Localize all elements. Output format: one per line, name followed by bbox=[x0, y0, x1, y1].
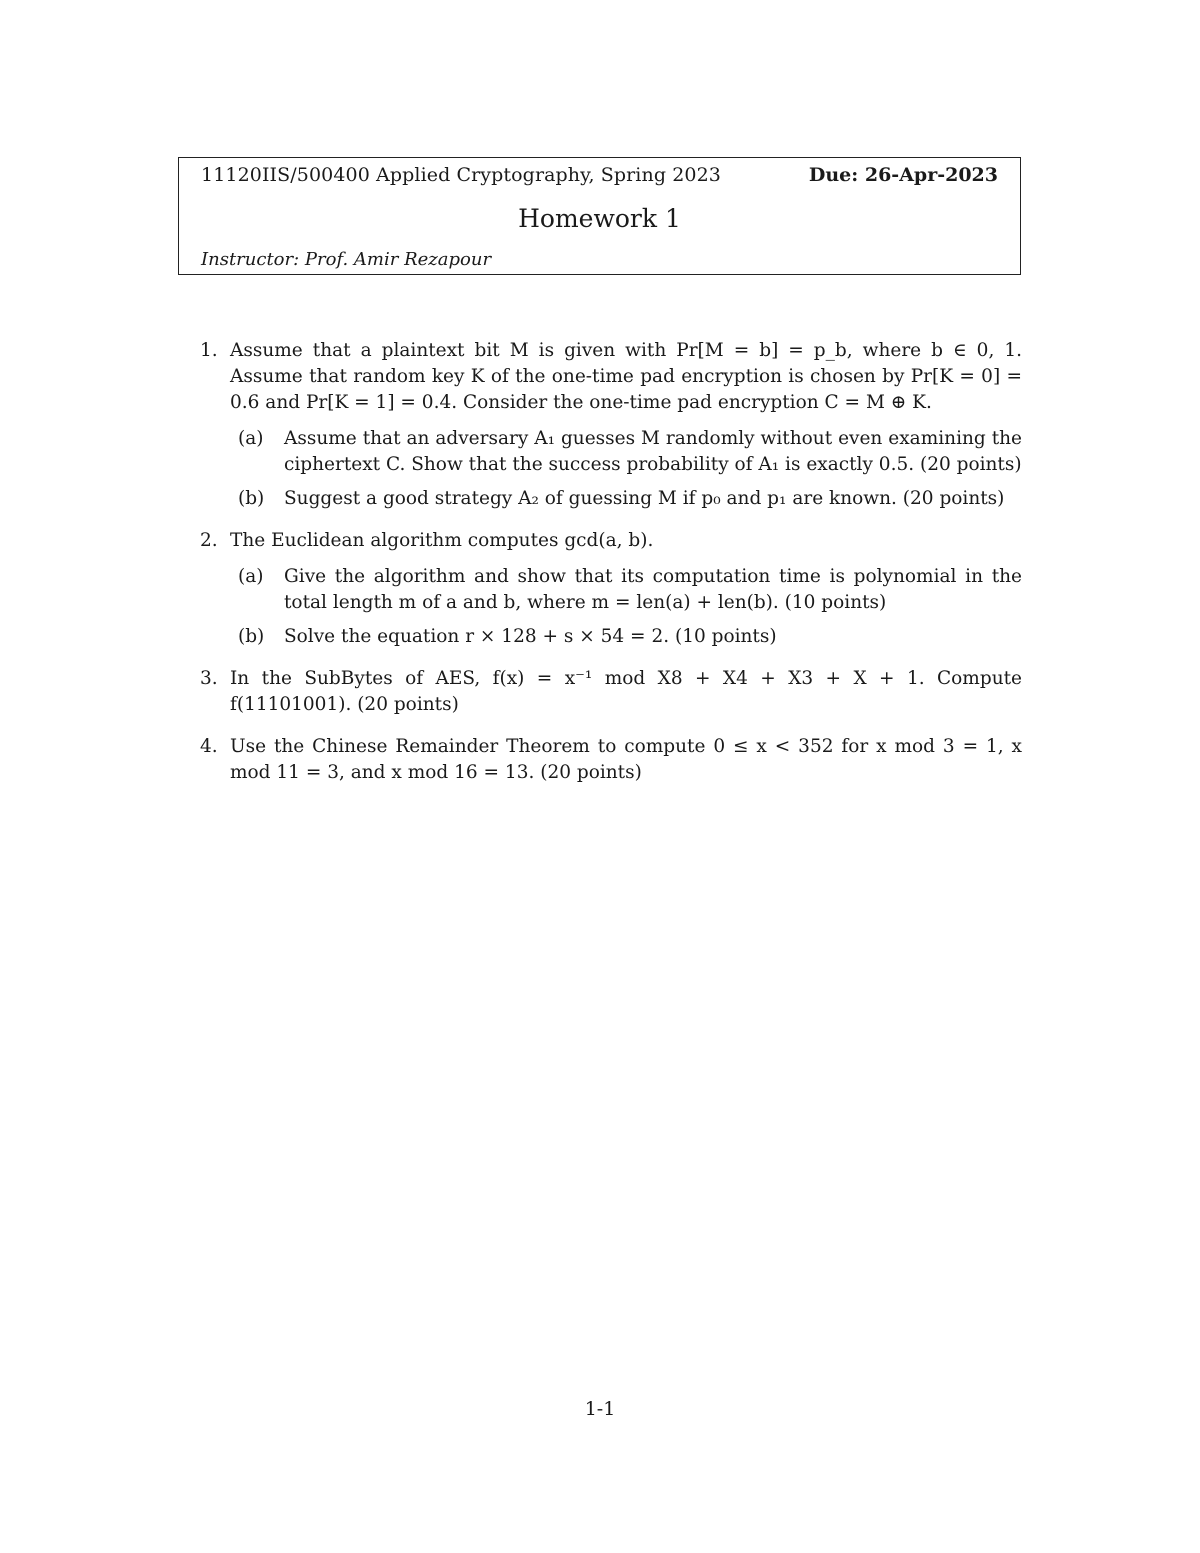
problem-1 bbox=[200, 338, 1022, 512]
subpart-1a bbox=[238, 426, 1022, 478]
problem-number: 2. bbox=[200, 530, 218, 551]
problem-text: Use the Chinese Remainder Theorem to compute 0 ≤ x < 352 for x mod 3 = 1, x mod 11 = 3, and x mod 16 = 13. (20 points) bbox=[230, 736, 1022, 783]
problem-text: In the SubBytes of AES, f(x) = x⁻¹ mod X8 + X4 + X3 + X + 1. Compute f(11101001). (20 points) bbox=[230, 668, 1022, 715]
problem-text: Assume that a plaintext bit M is given with Pr[M = b] = p_b, where b ∈ 0, 1. Assume that random key K of the one-time pad encryption is chosen by Pr[K = 0] = 0.6 and Pr[K = 1] = 0.4. Consider the one-time pad encryption C = M ⊕ K. bbox=[230, 340, 1022, 413]
subpart-label: (b) bbox=[238, 488, 265, 509]
header-box bbox=[178, 157, 1021, 275]
subpart-text: Suggest a good strategy A₂ of guessing M if p₀ and p₁ are known. (20 points) bbox=[284, 488, 1005, 509]
problem-number: 3. bbox=[200, 668, 218, 689]
problem-text: The Euclidean algorithm computes gcd(a, b). bbox=[230, 530, 654, 551]
subpart-list bbox=[230, 426, 1022, 512]
due-date: Due: 26-Apr-2023 bbox=[808, 164, 998, 186]
problem-3 bbox=[200, 666, 1022, 718]
subpart-2a bbox=[238, 564, 1022, 616]
subpart-label: (b) bbox=[238, 626, 265, 647]
subpart-1b bbox=[238, 486, 1022, 512]
subpart-label: (a) bbox=[238, 566, 264, 587]
subpart-2b bbox=[238, 624, 1022, 650]
problem-2 bbox=[200, 528, 1022, 650]
problem-number: 4. bbox=[200, 736, 218, 757]
problem-list bbox=[200, 338, 1022, 802]
subpart-text: Give the algorithm and show that its computation time is polynomial in the total length m of a and b, where m = len(a) + len(b). (10 points) bbox=[284, 566, 1022, 613]
problem-number: 1. bbox=[200, 340, 218, 361]
subpart-label: (a) bbox=[238, 428, 264, 449]
subpart-text: Solve the equation r × 128 + s × 54 = 2. (10 points) bbox=[284, 626, 777, 647]
instructor-name: Instructor: Prof. Amir Rezapour bbox=[201, 249, 492, 270]
course-title: 11120IIS/500400 Applied Cryptography, Spring 2023 bbox=[201, 164, 721, 186]
problem-4 bbox=[200, 734, 1022, 786]
homework-title: Homework 1 bbox=[518, 204, 681, 233]
subpart-list bbox=[230, 564, 1022, 650]
page-number: 1-1 bbox=[584, 1398, 616, 1420]
subpart-text: Assume that an adversary A₁ guesses M randomly without even examining the ciphertext C. Show that the success probability of A₁ is exactly 0.5. (20 points) bbox=[284, 428, 1022, 475]
